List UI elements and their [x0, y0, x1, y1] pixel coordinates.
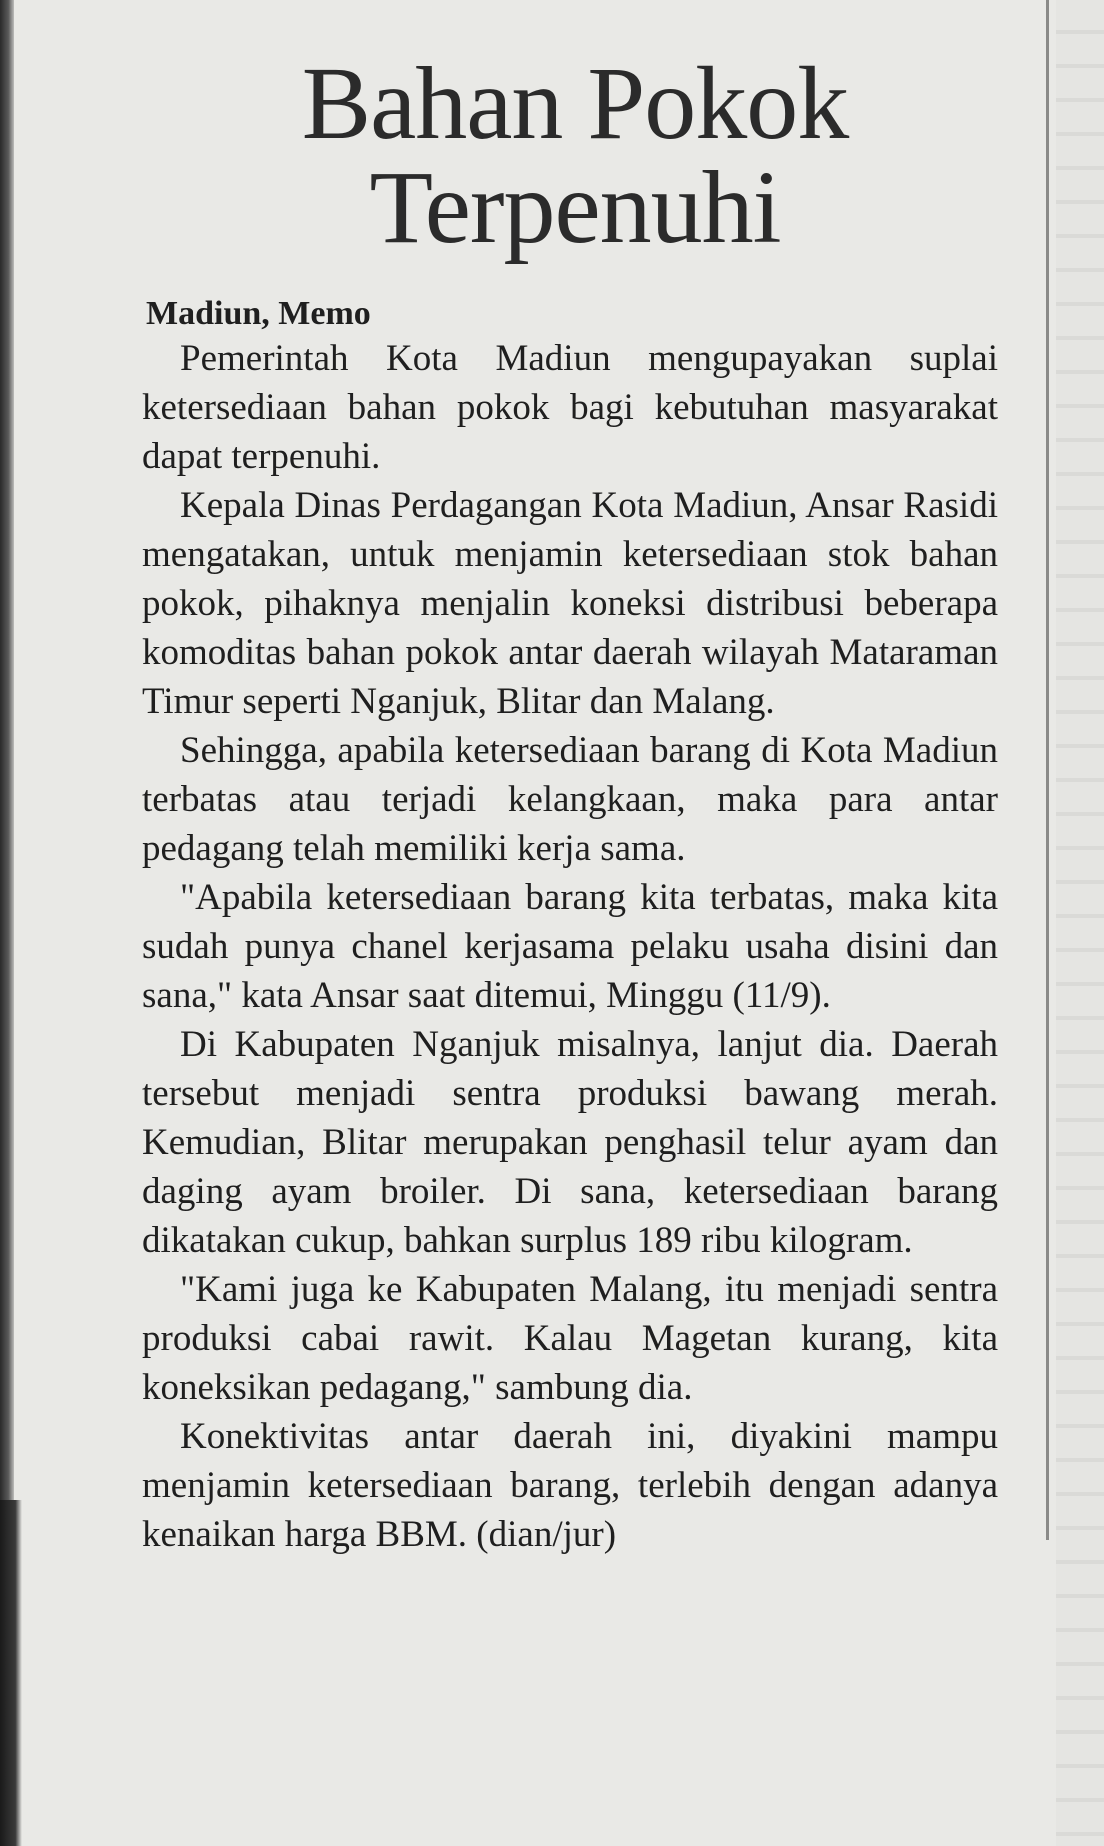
dateline: Madiun, Memo: [146, 295, 371, 332]
headline-line-1: Bahan Pokok: [301, 46, 849, 161]
article-paragraph-1: Pemerintah Kota Madiun mengupayakan suplai ketersediaan bahan pokok bagi kebutuhan masyarakat dapat terpenuhi.: [142, 338, 998, 477]
article-paragraph-5: Di Kabupaten Nganjuk misalnya, lanjut dia. Daerah tersebut menjadi sentra produksi bawang merah. Kemudian, Blitar merupakan penghasil telur ayam dan daging ayam broiler. Di sana, ketersediaan barang dikatakan cukup, bahkan surplus 189 ribu kilogram.: [142, 1024, 998, 1261]
article-paragraph-3: Sehingga, apabila ketersediaan barang di Kota Madiun terbatas atau terjadi kelangkaan, maka para antar pedagang telah memiliki kerja sama.: [142, 730, 998, 869]
news-article: [142, 46, 998, 1559]
headline-line-2: Terpenuhi: [369, 150, 781, 265]
adjacent-column-bleed: [1056, 0, 1104, 1846]
scan-left-shadow: [0, 1500, 22, 1846]
article-paragraph-4: "Apabila ketersediaan barang kita terbatas, maka kita sudah punya chanel kerjasama pelaku usaha disini dan sana," kata Ansar saat ditemui, Minggu (11/9).: [142, 877, 998, 1016]
column-divider: [1046, 0, 1049, 1540]
article-paragraph-7: Konektivitas antar daerah ini, diyakini mampu menjamin ketersediaan barang, terlebih dengan adanya kenaikan harga BBM. (dian/jur): [142, 1416, 998, 1555]
article-paragraph-6: "Kami juga ke Kabupaten Malang, itu menjadi sentra produksi cabai rawit. Kalau Magetan kurang, kita koneksikan pedagang," sambung dia.: [142, 1269, 998, 1408]
headline: [142, 46, 998, 265]
article-paragraph-2: Kepala Dinas Perdagangan Kota Madiun, Ansar Rasidi mengatakan, untuk menjamin ketersediaan stok bahan pokok, pihaknya menjalin koneksi distribusi beberapa komoditas bahan pokok antar daerah wilayah Mataraman Timur seperti Nganjuk, Blitar dan Malang.: [142, 485, 998, 722]
